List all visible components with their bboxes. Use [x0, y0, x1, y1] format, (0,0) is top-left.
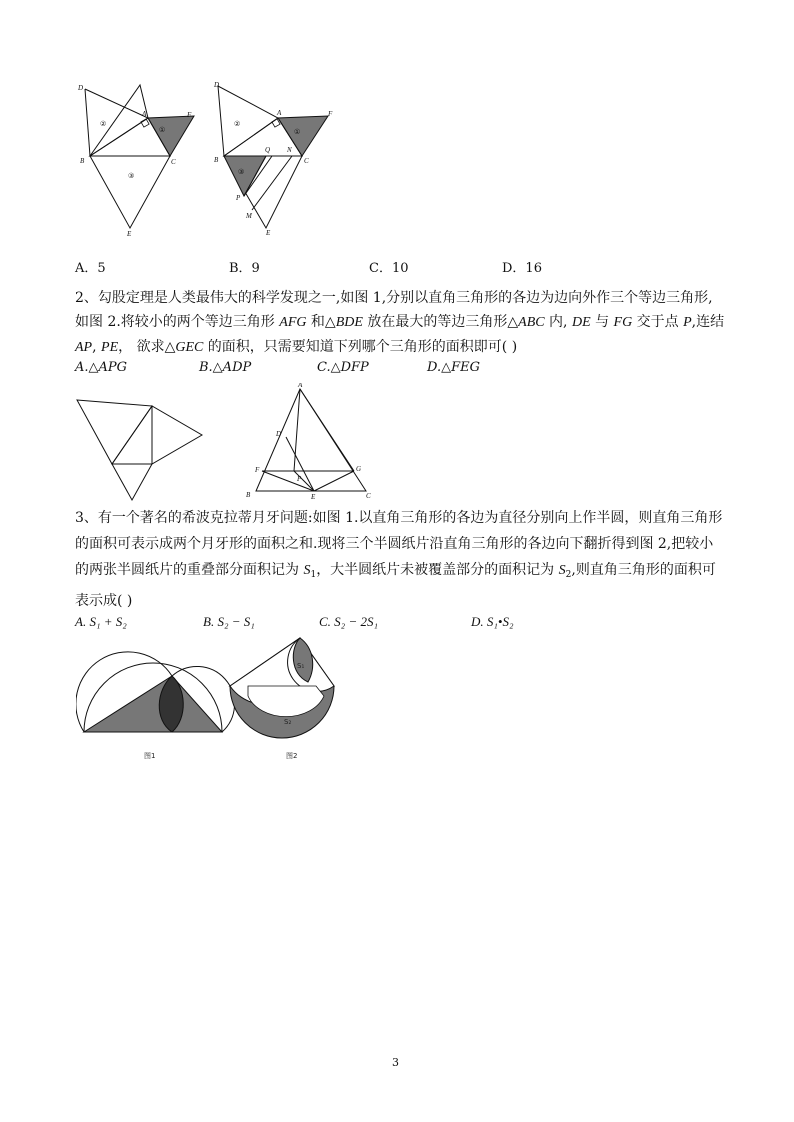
q1f2-label-c: C	[304, 157, 309, 165]
q2-bde: BDE	[335, 315, 363, 330]
q3-option-a[interactable]: A. S₁ + S₂	[75, 614, 127, 629]
q3-option-b[interactable]: B. S₂ − S₁	[203, 614, 255, 629]
q3-figure-2	[224, 634, 354, 764]
q2f2-label-p: P	[297, 475, 302, 483]
q1f2-label-a: A	[277, 109, 282, 117]
q1-option-a[interactable]: A．5	[75, 261, 106, 276]
q3-options	[75, 614, 675, 634]
q1-figure-2	[210, 78, 340, 238]
q2f2-label-c: C	[366, 492, 371, 500]
q2-figure-1	[72, 398, 212, 506]
q2-l2-end: ,连结	[691, 314, 725, 330]
q3-option-c[interactable]: C. S₂ − 2S₁	[319, 614, 378, 629]
q3-line-4: 表示成( )	[75, 593, 133, 609]
q2-options	[75, 360, 675, 378]
q1f1-label-d: D	[78, 84, 84, 92]
q1f2-label-f: F	[328, 110, 333, 118]
q2-text	[75, 286, 725, 360]
q3-fig1-caption: 图1	[144, 752, 156, 760]
q2-p: P	[683, 315, 692, 330]
q1-figure-1	[70, 80, 200, 240]
q1f2-label-e: E	[266, 229, 271, 237]
q3-line-1: 3、有一个著名的希波克拉蒂月牙问题:如图 1.以直角三角形的各边为直径分别向上作半圆，则直角三角形	[75, 510, 723, 526]
q3-line-2: 的面积可表示成两个月牙形的面积之和.现将三个半圆纸片沿直角三角形的各边向下翻折得到图 2,把较小	[75, 536, 714, 552]
q1f1-label-c: C	[171, 158, 176, 166]
q3-l3-end: ,则直角三角形的面积可	[571, 562, 716, 578]
q2-option-c[interactable]: C.△DFP	[317, 360, 369, 375]
q1f2-label-p: P	[236, 194, 241, 202]
q1f1-region-3: ③	[128, 172, 135, 180]
q1f2-label-d: D	[214, 81, 220, 89]
q2f2-label-g: G	[356, 465, 362, 473]
q2f2-label-f: F	[255, 466, 260, 474]
q1f2-label-m: M	[246, 212, 252, 220]
q1f1-region-1: ①	[159, 126, 166, 134]
q2-de: DE	[571, 315, 591, 330]
q3-figure-1	[76, 640, 236, 770]
q2-option-b[interactable]: B.△ADP	[199, 360, 252, 375]
q2-sep: ,	[92, 339, 102, 355]
q3-l3-pre: 的两张半圆纸片的重叠部分面积记为	[75, 562, 304, 578]
q2-line-3	[75, 335, 725, 360]
q1f1-region-2: ②	[100, 120, 107, 128]
q3-l3-mid: ，大半圆纸片未被覆盖部分的面积记为	[316, 562, 559, 578]
q2-fg: FG	[613, 315, 633, 330]
q1f1-label-f: F	[187, 111, 192, 119]
q2-ap: AP	[75, 340, 93, 355]
q1f1-label-a: A	[142, 110, 147, 118]
q1-option-c[interactable]: C．10	[369, 261, 409, 276]
q1f2-label-q: Q	[265, 146, 271, 154]
q3-s2-s: S	[558, 563, 566, 578]
q3-s1-s: S	[303, 563, 311, 578]
q1f1-label-b: B	[80, 157, 85, 165]
page-number: 3	[392, 1056, 399, 1069]
q2-l2-mid5: 交于点	[632, 314, 684, 330]
q1-options	[75, 257, 675, 275]
q1f2-label-n: N	[287, 146, 292, 154]
q1f2-label-b: B	[214, 156, 219, 164]
q2-l2-mid1: 和△	[306, 314, 336, 330]
q3-s1-sub: 1	[310, 570, 317, 580]
q2-l3-end: 的面积，只需要知道下列哪个三角形的面积即可( )	[203, 339, 518, 355]
q2-l2-mid3: 内,	[544, 314, 572, 330]
q1f1-label-e: E	[127, 230, 132, 238]
q2-option-a[interactable]: A.△APG	[75, 360, 128, 375]
q2-l2-mid4: 与	[590, 314, 614, 330]
q2-option-d[interactable]: D.△FEG	[427, 360, 480, 375]
q2f2-label-b: B	[246, 491, 251, 499]
q2-abc: ABC	[518, 315, 545, 330]
q2f2-label-a: A	[298, 383, 303, 389]
q3-s2-sub: 2	[565, 570, 572, 580]
q1f2-region-1: ①	[294, 128, 301, 136]
q3-fig2-s2: S₂	[284, 718, 292, 726]
q3-line-3	[75, 557, 725, 588]
q3-fig2-s1: S₁	[297, 662, 305, 670]
q2-l2-mid2: 放在最大的等边三角形△	[362, 314, 519, 330]
q3-text	[75, 505, 725, 614]
q1-option-d[interactable]: D．16	[502, 261, 542, 276]
q2-gec: GEC	[175, 340, 204, 355]
q2-line-1: 2、勾股定理是人类最伟大的科学发现之一,如图 1,分别以直角三角形的各边为边向外作三个等边三角形,	[75, 290, 713, 306]
q2-afg: AFG	[279, 315, 307, 330]
q2-pe: PE	[101, 340, 119, 355]
q1f2-region-2: ②	[234, 120, 241, 128]
q3-option-d[interactable]: D. S₁•S₂	[471, 614, 514, 629]
q2f2-label-e: E	[311, 493, 316, 501]
q1f2-region-3: ③	[238, 168, 245, 176]
q2-line-2	[75, 310, 725, 335]
q2f2-label-d: D	[276, 430, 282, 438]
q2-l2-text: 如图 2.将较小的两个等边三角形	[75, 314, 280, 330]
q1-option-b[interactable]: B．9	[229, 261, 260, 276]
q2-figure-2	[242, 383, 382, 501]
q3-fig2-caption: 图2	[286, 752, 298, 760]
q2-l3-mid: ， 欲求△	[118, 339, 176, 355]
